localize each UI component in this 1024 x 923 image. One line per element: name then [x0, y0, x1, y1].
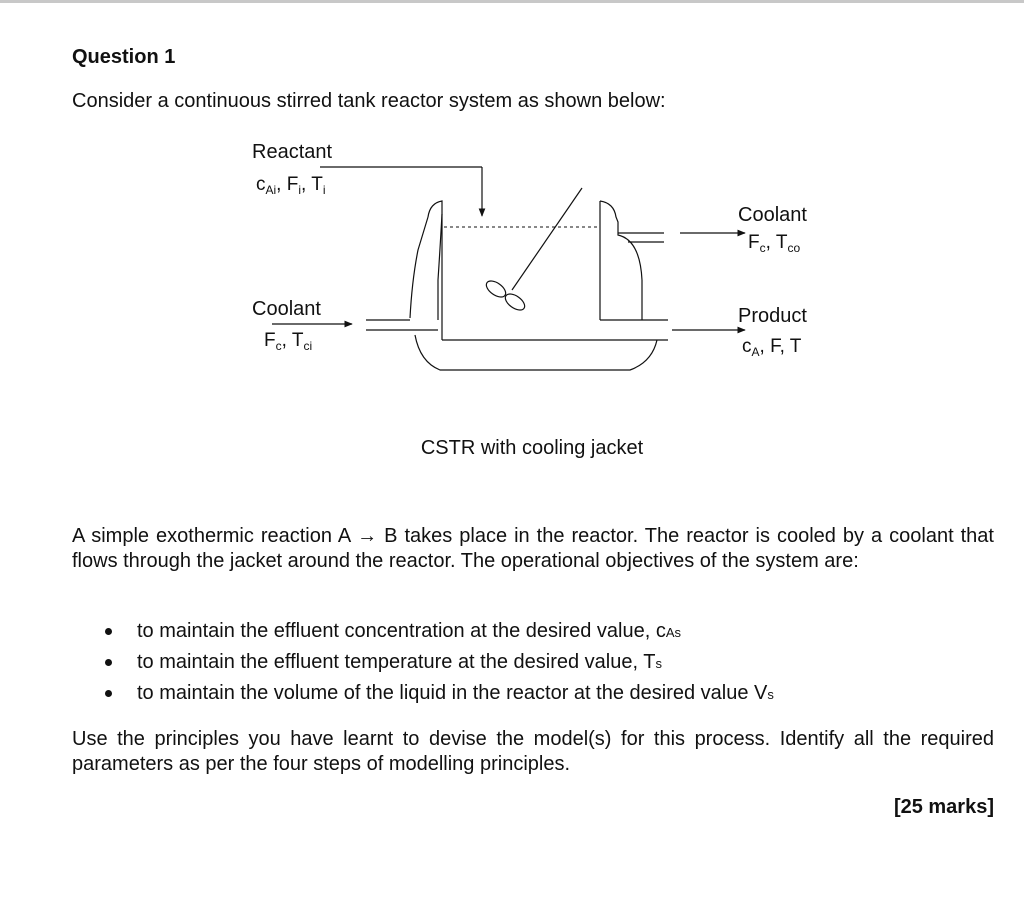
coolant-out-label: Coolant — [738, 204, 807, 226]
question-intro: Consider a continuous stirred tank reactor system as shown below: — [72, 90, 666, 112]
reactant-label: Reactant — [252, 141, 333, 163]
bullet-icon — [105, 628, 112, 635]
coolant-in-variables: $F_c$, $T_{ci}$ — [264, 330, 313, 353]
objectives-list — [100, 618, 774, 711]
question-title: Question 1 — [72, 46, 176, 68]
description-paragraph: A simple exothermic reaction A → B takes place in the reactor. The reactor is cooled by a coolant that flows through the jacket around the reactor. The operational objectives of the system are: — [72, 525, 994, 572]
coolant-in-label: Coolant — [252, 298, 321, 320]
task-paragraph: Use the principles you have learnt to devise the model(s) for this process. Identify all the required parameters as per the four steps of modelling principles. — [72, 728, 994, 775]
reactant-feed-line — [320, 167, 482, 216]
marks-label: [25 marks] — [893, 796, 994, 818]
list-item: to maintain the effluent temperature at the desired value, Ts — [100, 649, 774, 680]
agitator-icon — [484, 188, 582, 313]
product-variables: $c_A$, F, T — [742, 336, 802, 359]
product-label: Product — [738, 305, 807, 327]
coolant-outlet-pipe — [618, 233, 745, 242]
reactant-variables: $c_{Ai}$, $F_i$, $T_i$ — [256, 174, 326, 197]
bullet-icon — [105, 690, 112, 697]
list-item: to maintain the effluent concentration at the desired value, cAs — [100, 618, 774, 649]
coolant-inlet-pipe — [272, 320, 438, 330]
jacket-outer — [428, 201, 442, 320]
diagram-caption: CSTR with cooling jacket — [420, 437, 644, 459]
product-outlet-pipe — [600, 320, 745, 330]
jacket-outer-left — [410, 217, 428, 318]
list-item: to maintain the volume of the liquid in the reactor at the desired value Vs — [100, 680, 774, 711]
coolant-out-variables: $F_c$, $T_{co}$ — [748, 232, 801, 255]
jacket-outer-right — [600, 201, 642, 320]
bullet-icon — [105, 659, 112, 666]
